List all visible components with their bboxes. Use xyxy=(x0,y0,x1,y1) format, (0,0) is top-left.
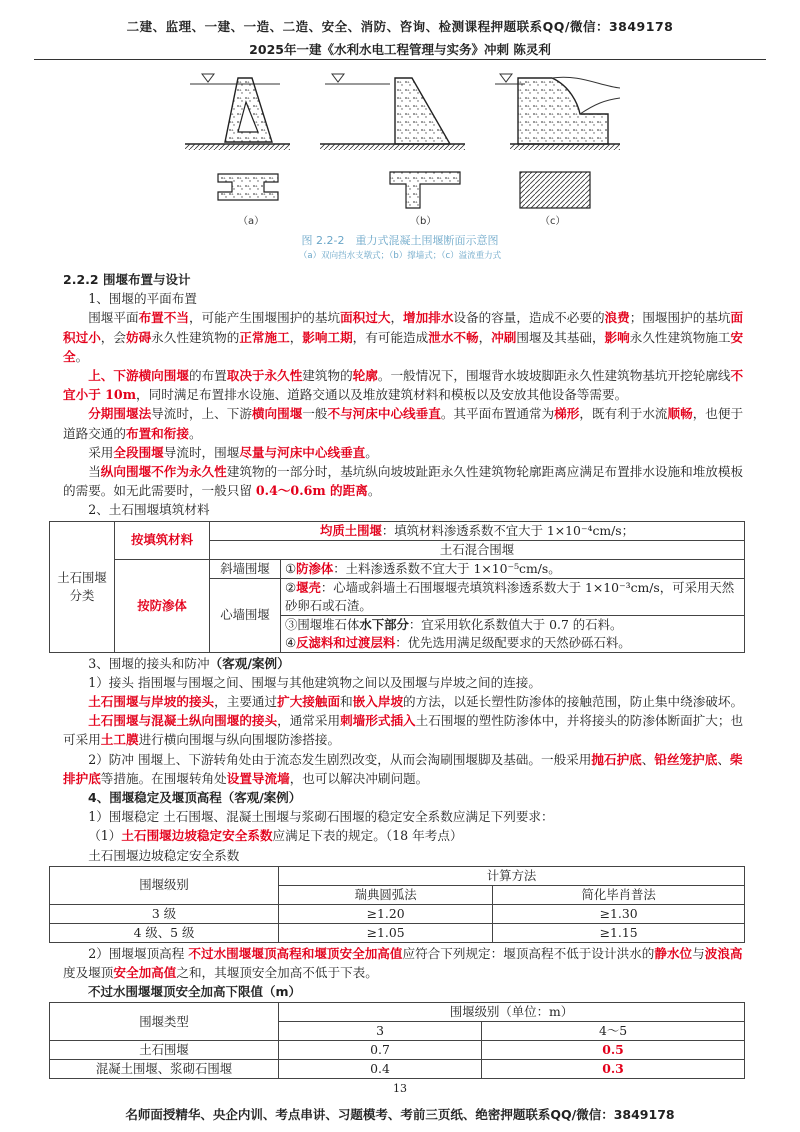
paragraph-bank-joint xyxy=(63,692,745,711)
table2-type-cell: 土石围堰 xyxy=(50,1041,279,1060)
text-run: ① xyxy=(285,560,297,576)
emphasis-text: 横向围堰 xyxy=(251,406,303,422)
text-run: 2）防冲 围堰上、下游转角处由于流态发生剧烈改变，从而会淘刷围堰脚及基础。一般采用 xyxy=(88,751,592,767)
seepage-item-1 xyxy=(281,559,745,578)
figure-label-b: （b） xyxy=(410,216,437,227)
text-run: 、 xyxy=(641,751,655,767)
text-run: 永久性建筑物的 xyxy=(151,329,240,345)
text-run: ③围堰堆石体 xyxy=(285,616,360,632)
emphasis-text: 安全加高值 xyxy=(113,965,177,981)
text-run: 建筑物的一部分时，基坑纵向坡坡趾距永久性建筑物轮廓距离应满足布置排水设施和堆放模板的需要。如无此需要时，一般只留 xyxy=(63,464,744,499)
table1-swedish-cell: ≥1.20 xyxy=(279,904,493,923)
homogeneous-cofferdam-cell xyxy=(210,521,745,540)
seepage-item-3 xyxy=(285,616,740,634)
fill-material-label: 按填筑材料 xyxy=(115,521,210,559)
slant-wall-cofferdam-cell: 斜墙围堰 xyxy=(210,559,281,578)
paragraph-longitudinal-cofferdam xyxy=(63,462,745,500)
emphasis-text: 土石围堰与混凝土纵向围堰的接头 xyxy=(88,713,278,729)
paragraph-stability-intro: 1）围堰稳定 土石围堰、混凝土围堰与浆砌石围堰的稳定安全系数应满足下列要求： xyxy=(88,809,554,825)
text-run: 应满足下表的规定。（18 年考点） xyxy=(272,828,463,844)
table2-header-level: 围堰级别（单位：m） xyxy=(279,1003,745,1022)
text-run: 的方法，以延长塑性防渗体的接触范围，防止集中绕渗破坏。 xyxy=(403,694,744,710)
emphasis-text: 反滤料和过渡层料 xyxy=(296,634,396,650)
subheading-fill-materials: 2、土石围堰填筑材料 xyxy=(88,502,210,518)
emphasis-text: 纵向围堰不作为永久性 xyxy=(100,464,227,480)
text-run: 。 xyxy=(367,483,381,499)
seepage-item-2 xyxy=(281,578,745,615)
figure-title: 图 2.2-2 重力式混凝土围堰断面示意图 xyxy=(301,234,499,247)
text-run: ， xyxy=(289,329,303,345)
text-run: 建筑物的 xyxy=(302,368,353,384)
paragraph-layout-improper xyxy=(63,308,745,366)
table-category-cell: 土石围堰分类 xyxy=(50,521,115,652)
table-row xyxy=(50,923,745,942)
emphasis-text: 顺畅 xyxy=(667,406,693,422)
emphasis-text: 抛石护底 xyxy=(591,751,642,767)
table1-title: 土石围堰边坡稳定安全系数 xyxy=(88,847,240,863)
emphasis-text: 铅丝笼护底 xyxy=(654,751,718,767)
emphasis-text: 梯形 xyxy=(554,406,580,422)
footer-contact-line: 名师面授精华、央企内训、考点串讲、习题模考、考前三页纸、绝密押题联系QQ/微信：3849178 xyxy=(125,1107,675,1122)
text-run: ，会 xyxy=(100,329,126,345)
text-run: ④ xyxy=(285,634,297,650)
text-run: ② xyxy=(285,579,297,595)
text-run: 导流时，围堰 xyxy=(163,444,240,460)
section-heading-stability: 4、围堰稳定及堰顶高程（客观/案例） xyxy=(88,790,302,806)
table1-bishop-cell: ≥1.30 xyxy=(493,904,745,923)
text-run: ，同时满足布置排水设施、道路交通以及堆放建筑材料和模板以及安放其他设备等需要。 xyxy=(136,387,628,403)
text-run: 土石围堰的塑性防渗体中，并将接头的防渗体断面扩大；也可采用 xyxy=(63,713,744,748)
text-run: 围堰平面 xyxy=(88,310,139,326)
text-run: 一般 xyxy=(302,406,328,422)
emphasis-text: 布置和衔接 xyxy=(125,425,189,441)
table1-bishop-cell: ≥1.15 xyxy=(493,923,745,942)
emphasis-text: 泄水不畅 xyxy=(428,329,479,345)
text-run: ：宜采用软化系数值大于 0.7 的石料。 xyxy=(408,616,623,632)
text-run: ， xyxy=(390,310,404,326)
table2-level3-cell: 0.7 xyxy=(279,1041,482,1060)
emphasis-text: 波浪高 xyxy=(704,945,743,961)
text-run: 。 xyxy=(365,444,378,460)
emphasis-text: 分期围堰法 xyxy=(88,406,152,422)
text-run: 2）围堰堰顶高程 xyxy=(88,945,189,961)
table1-level-cell: 4 级、5 级 xyxy=(50,923,279,942)
text-run: ，也可以解决冲刷问题。 xyxy=(289,770,429,786)
table1-header-swedish: 瑞典圆弧法 xyxy=(279,885,493,904)
text-run: 、 xyxy=(717,751,730,767)
emphasis-text: 设置导流墙 xyxy=(226,770,290,786)
text-run: ，也便于道路交通的 xyxy=(63,406,744,441)
text-run: 。 xyxy=(188,425,202,441)
crest-safety-height-table xyxy=(49,1002,745,1079)
table2-header-level-3: 3 xyxy=(279,1022,482,1041)
emphasis-text: 妨碍 xyxy=(125,329,152,345)
text-run: 之和，其堰顶安全加高不低于下表。 xyxy=(176,965,378,981)
emphasis-text: 堰壳 xyxy=(296,579,321,595)
figure-b-brace-wall-section xyxy=(320,74,465,227)
emphasis-text: 影响工期 xyxy=(302,329,353,345)
text-run: ：优先选用满足级配要求的天然砂砾石料。 xyxy=(395,634,631,650)
emphasis-text: 均质土围堰 xyxy=(319,522,382,538)
emphasis-text: 面积过大 xyxy=(340,310,391,326)
emphasis-text: 增加排水 xyxy=(403,310,454,326)
seepage-body-label: 按防渗体 xyxy=(115,559,210,652)
text-run: ：填筑材料渗透系数不宜大于 1×10⁻⁴cm/s； xyxy=(381,522,635,538)
text-run: 等措施。在围堰转角处 xyxy=(100,770,227,786)
text-run: 。 xyxy=(75,348,89,364)
emphasis-text: 土工膜 xyxy=(100,732,139,748)
text-run: 的布置 xyxy=(188,368,227,384)
text-run: 3、围堰的接头和防冲 xyxy=(88,655,210,671)
emphasis-text: 尽量与河床中心线垂直 xyxy=(239,444,366,460)
emphasis-text: 上、下游横向围堰 xyxy=(88,368,189,384)
emphasis-text: 0.4～0.6m 的距离 xyxy=(255,483,368,499)
table-row xyxy=(50,1041,745,1060)
emphasis-text: 不宜小于 10m xyxy=(63,368,744,403)
text-run: 与 xyxy=(692,945,705,961)
figure-label-a: （a） xyxy=(238,216,265,227)
paragraph-joint-definition: 1）接头 指围堰与围堰之间、围堰与其他建筑物之间以及围堰与岸坡之间的连接。 xyxy=(88,674,541,690)
subheading-joints-erosion xyxy=(63,654,745,673)
text-run: ；围堰围护的基坑 xyxy=(629,310,731,326)
text-run: 导流时，上、下游 xyxy=(151,406,252,422)
text-run: ， xyxy=(478,329,492,345)
paragraph-concrete-joint xyxy=(63,711,745,749)
emphasis-text: 不过水围堰堰顶高程和堰顶安全加高值 xyxy=(188,945,403,961)
emphasis-text: 轮廓 xyxy=(352,368,378,384)
emphasis-text: 安全 xyxy=(63,329,744,364)
emphasis-text: 不与河床中心线垂直 xyxy=(327,406,441,422)
text-run: 围堰及其基础， xyxy=(516,329,605,345)
table2-type-cell: 混凝土围堰、浆砌石围堰 xyxy=(50,1060,279,1079)
figure-a-buttress-section xyxy=(185,74,290,227)
section-heading-2-2-2: 2.2.2 围堰布置与设计 xyxy=(63,272,191,287)
emphasis-text: 影响 xyxy=(604,329,630,345)
page-number: 13 xyxy=(393,1082,407,1095)
figure-label-c: （c） xyxy=(540,216,566,227)
table1-header-method: 计算方法 xyxy=(279,866,745,885)
text-run: 设备的容量，造成不必要的 xyxy=(453,310,605,326)
text-run: 进行横向围堰与纵向围堰防渗搭接。 xyxy=(138,732,341,748)
paragraph-transverse-cofferdam xyxy=(63,366,745,404)
paragraph-erosion-protection xyxy=(63,750,745,788)
text-run: ，可能产生围堰围护的基坑 xyxy=(188,310,341,326)
emphasis-text: 防渗体 xyxy=(296,560,334,576)
table1-level-cell: 3 级 xyxy=(50,904,279,923)
emphasis-text: 布置不当 xyxy=(138,310,189,326)
mixed-cofferdam-cell: 土石混合围堰 xyxy=(210,540,745,559)
paragraph-slope-safety xyxy=(63,826,745,845)
emphasis-text: 全段围堰 xyxy=(113,444,164,460)
table2-level45-cell: 0.3 xyxy=(482,1060,745,1079)
table2-level45-cell: 0.5 xyxy=(482,1041,745,1060)
text-run: ，既有利于水流 xyxy=(579,406,668,422)
bold-text: （客观/案例） xyxy=(209,655,290,671)
text-run: ，通常采用 xyxy=(277,713,341,729)
emphasis-text: 土石围堰与岸坡的接头 xyxy=(88,694,215,710)
fill-material-table xyxy=(49,521,745,653)
text-run: ，主要通过 xyxy=(214,694,278,710)
table1-swedish-cell: ≥1.05 xyxy=(279,923,493,942)
emphasis-text: 静水位 xyxy=(654,945,693,961)
text-run: 当 xyxy=(88,464,101,480)
text-run: ：心墙或斜墙土石围堰堰壳填筑料渗透系数大于 1×10⁻³cm/s，可采用天然砂卵石或石渣。 xyxy=(285,579,735,613)
paragraph-full-section-cofferdam xyxy=(63,443,745,462)
table2-title: 不过水围堰堰顶安全加高下限值（m） xyxy=(88,984,302,1000)
text-run: 度及堰顶 xyxy=(63,965,114,981)
figure-caption: （a）双向挡水支墩式；（b）撑墙式；（c）溢流重力式 xyxy=(298,251,502,261)
table1-header-bishop: 简化毕肖普法 xyxy=(493,885,745,904)
text-run: 应符合下列规定：堰顶高程不低于设计洪水的 xyxy=(402,945,655,961)
text-run: 。其平面布置通常为 xyxy=(440,406,555,422)
figure-c-overflow-gravity-section xyxy=(495,74,620,227)
paragraph-staged-cofferdam xyxy=(63,404,745,442)
text-run: （1） xyxy=(88,828,122,844)
emphasis-text: 嵌入岸坡 xyxy=(352,694,404,710)
emphasis-text: 面积过小 xyxy=(63,310,744,345)
table2-header-type: 围堰类型 xyxy=(50,1003,279,1041)
emphasis-text: 冲刷 xyxy=(491,329,517,345)
emphasis-text: 刺墙形式插入 xyxy=(340,713,416,729)
header-contact-line: 二建、监理、一建、一造、二造、安全、消防、咨询、检测课程押题联系QQ/微信：3849178 xyxy=(126,19,674,34)
table1-header-level: 围堰级别 xyxy=(50,866,279,904)
emphasis-text: 扩大接触面 xyxy=(277,694,341,710)
main-content xyxy=(57,270,745,1080)
text-run: 。一般情况下，围堰背水坡坡脚距永久性建筑物基坑开挖轮廓线 xyxy=(377,368,731,384)
core-wall-cofferdam-cell: 心墙围堰 xyxy=(210,578,281,652)
header-course-title: 2025年一建《水利水电工程管理与实务》冲刺 陈灵利 xyxy=(249,42,551,57)
bold-text: 水下部分 xyxy=(359,616,409,632)
text-run: 永久性建筑物施工 xyxy=(629,329,731,345)
text-run: 采用 xyxy=(88,444,114,460)
text-run: 和 xyxy=(340,694,353,710)
emphasis-text: 土石围堰边坡稳定安全系数 xyxy=(121,828,273,844)
table2-header-level-4-5: 4～5 xyxy=(482,1022,745,1041)
paragraph-crest-elevation xyxy=(63,944,745,982)
seepage-item-4 xyxy=(285,634,740,652)
table-row xyxy=(50,904,745,923)
table-row xyxy=(50,1060,745,1079)
table2-level3-cell: 0.4 xyxy=(279,1060,482,1079)
slope-safety-factor-table xyxy=(49,866,745,943)
emphasis-text: 正常施工 xyxy=(239,329,290,345)
emphasis-text: 浪费 xyxy=(604,310,630,326)
subheading-plan-layout: 1、围堰的平面布置 xyxy=(88,291,197,307)
emphasis-text: 柴排护底 xyxy=(63,751,743,786)
emphasis-text: 取决于永久性 xyxy=(226,368,303,384)
text-run: ：土料渗透系数不宜大于 1×10⁻⁵cm/s。 xyxy=(333,560,561,576)
seepage-items-3-4 xyxy=(281,615,745,652)
header-divider xyxy=(34,59,766,60)
text-run: ，有可能造成 xyxy=(352,329,429,345)
